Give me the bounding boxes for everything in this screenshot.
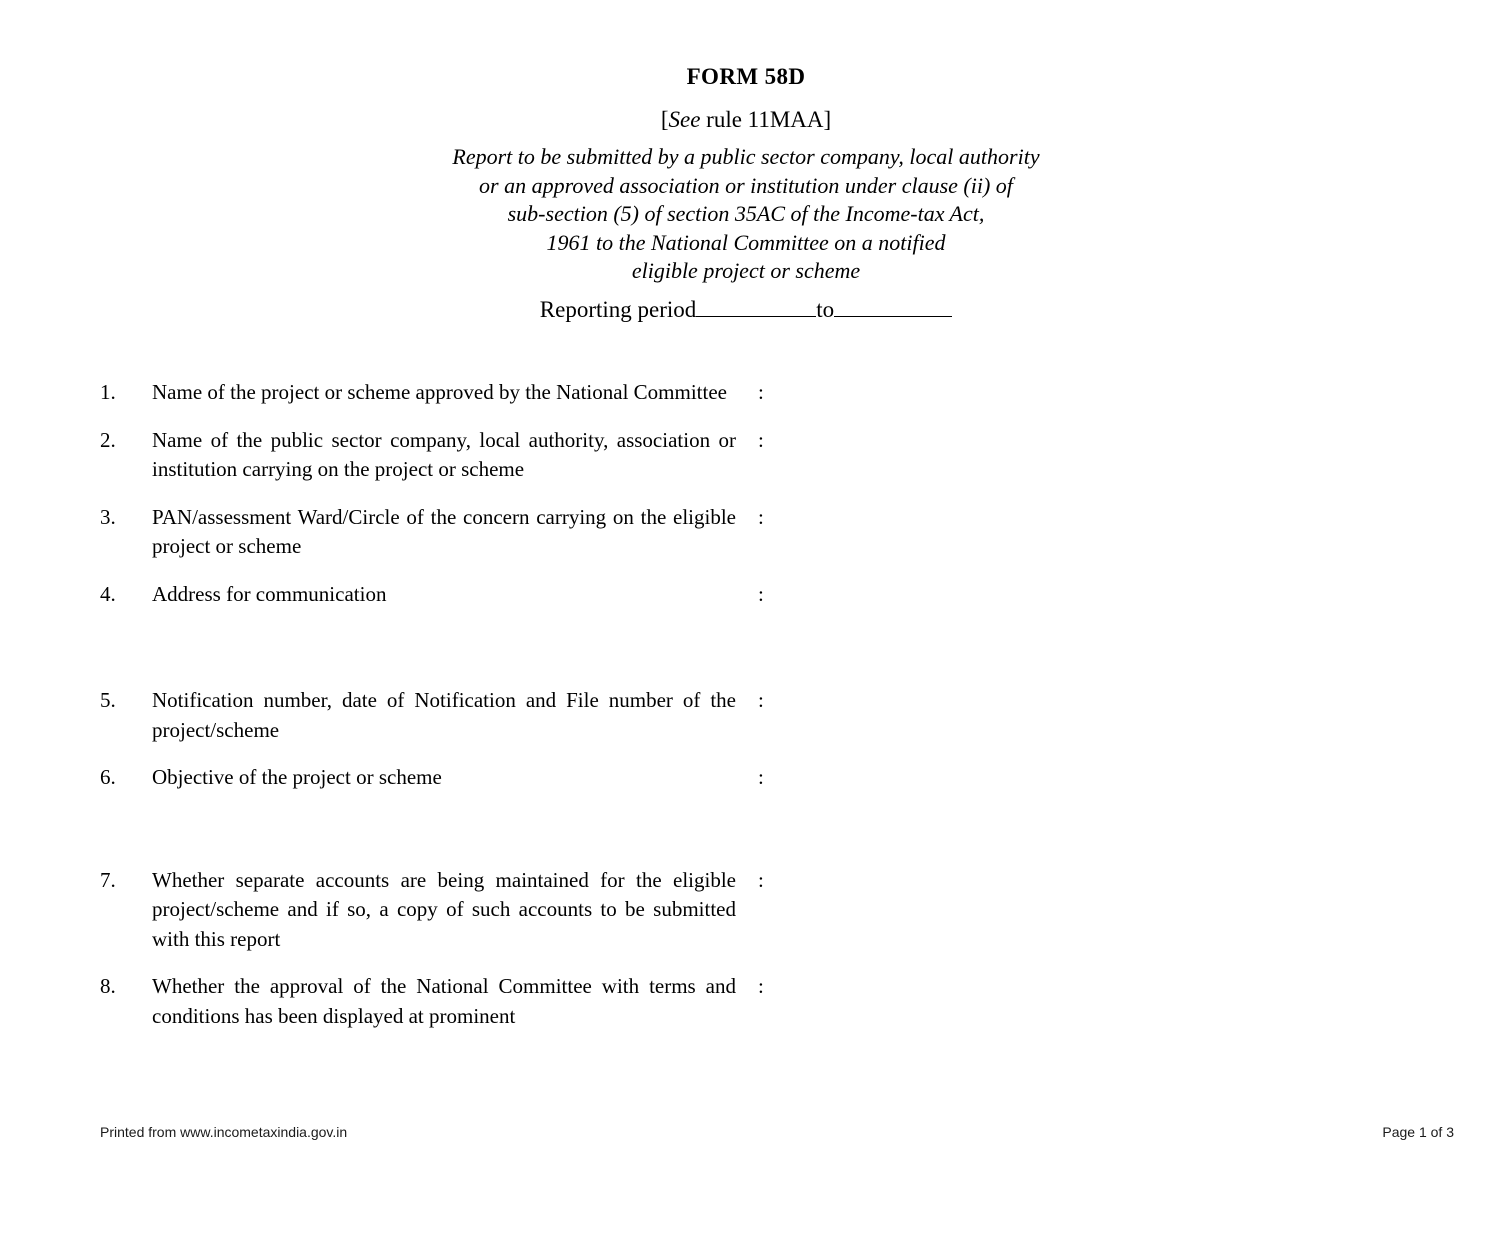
form-item-2-label: Name of the public sector company, local authority, association or institution carrying on the project or scheme <box>152 427 736 481</box>
rule-reference-see-word: See <box>668 107 701 132</box>
form-items-list <box>0 378 1492 1049</box>
reporting-period-label: Reporting period <box>539 296 697 322</box>
rule-reference <box>0 105 1492 135</box>
reporting-period-to-blank[interactable] <box>834 299 952 317</box>
form-item-6-number: 6. <box>100 765 116 789</box>
form-item-6-label: Objective of the project or scheme <box>152 765 442 789</box>
form-item-5-number: 5. <box>100 688 116 712</box>
rule-reference-rest: rule 11MAA] <box>700 107 832 132</box>
form-item-4-label: Address for communication <box>152 581 387 606</box>
form-item-1 <box>0 378 1492 408</box>
form-item-7 <box>0 866 1492 955</box>
form-item-1-colon: : <box>758 380 764 404</box>
footer-printed-from: Printed from www.incometaxindia.gov.in <box>100 1124 348 1140</box>
form-item-1-number: 1. <box>100 380 116 404</box>
form-item-7-number: 7. <box>100 867 116 892</box>
form-item-8-colon: : <box>758 974 764 998</box>
form-item-7-label: Whether separate accounts are being maintained for the eligible project/scheme and if so, a copy of such accounts to be submitted with this report <box>152 867 736 951</box>
subtitle-line-1: Report to be submitted by a public sector company, local authority <box>452 144 1040 169</box>
document-header <box>0 62 1492 325</box>
document-subtitle <box>0 143 1492 286</box>
form-item-5 <box>0 686 1492 745</box>
form-item-4-colon: : <box>758 581 764 606</box>
form-item-5-label: Notification number, date of Notification and File number of the project/scheme <box>152 688 736 742</box>
form-item-8-number: 8. <box>100 974 116 998</box>
subtitle-line-2: or an approved association or institution under clause (ii) of <box>479 172 1013 198</box>
form-item-3 <box>0 503 1492 562</box>
form-item-4-number: 4. <box>100 581 116 606</box>
form-item-1-label: Name of the project or scheme approved by the National Committee <box>152 380 727 404</box>
subtitle-line-4: 1961 to the National Committee on a notified <box>546 229 946 255</box>
form-item-3-number: 3. <box>100 504 116 529</box>
reporting-period-from-blank[interactable] <box>696 299 816 317</box>
footer-page-number: Page 1 of 3 <box>1382 1124 1454 1140</box>
reporting-period-connector: to <box>816 296 835 322</box>
form-item-2-number: 2. <box>100 427 116 452</box>
form-item-6 <box>0 763 1492 793</box>
form-item-6-colon: : <box>758 765 764 789</box>
form-item-2-colon: : <box>758 427 764 452</box>
form-item-3-label: PAN/assessment Ward/Circle of the concern carrying on the eligible project or scheme <box>152 504 736 558</box>
form-item-3-colon: : <box>758 504 764 529</box>
page-title: FORM 58D <box>686 64 806 89</box>
form-item-5-colon: : <box>758 688 764 712</box>
rule-reference-open-bracket: [ <box>660 107 669 132</box>
form-item-8-label: Whether the approval of the National Committee with terms and conditions has been displayed at prominent <box>152 974 736 1028</box>
form-item-8 <box>0 972 1492 1031</box>
reporting-period-row <box>0 295 1492 325</box>
form-item-7-colon: : <box>758 867 764 892</box>
form-item-2 <box>0 426 1492 485</box>
subtitle-line-5: eligible project or scheme <box>631 258 861 283</box>
form-item-4 <box>0 580 1492 610</box>
subtitle-line-3: sub-section (5) of section 35AC of the Income-tax Act, <box>507 201 985 226</box>
